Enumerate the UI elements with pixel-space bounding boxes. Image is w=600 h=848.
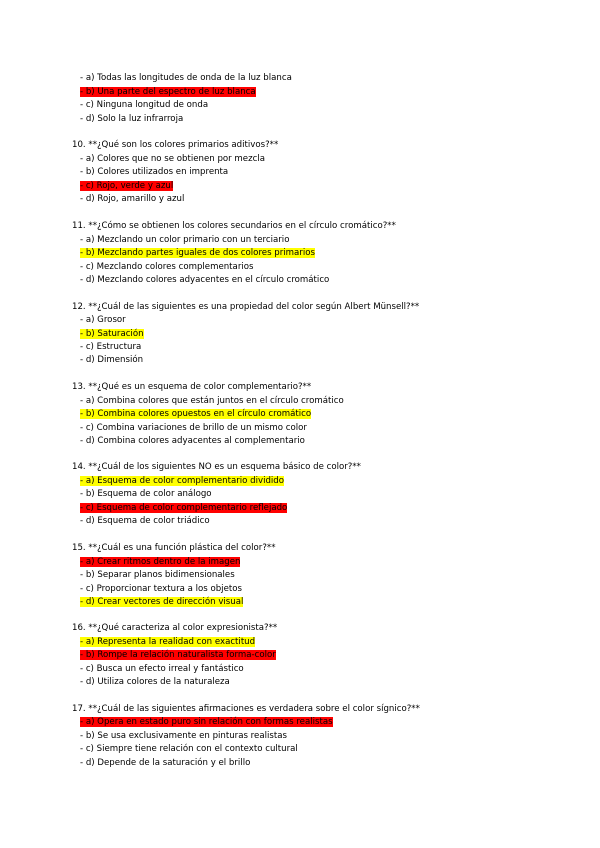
option-line — [80, 436, 305, 447]
option-text: - a) Mezclando un color primario con un terciario — [80, 235, 290, 245]
option-line — [80, 87, 256, 98]
option-text: - d) Rojo, amarillo y azul — [80, 194, 185, 204]
option-text: - d) Solo la luz infrarroja — [80, 114, 184, 124]
option-line — [80, 476, 284, 487]
option-line — [80, 396, 344, 407]
option-text: - b) Colores utilizados en imprenta — [80, 167, 229, 177]
option-line — [80, 677, 230, 688]
option-line — [80, 315, 126, 326]
option-line — [80, 717, 333, 728]
option-text-highlighted-yellow: - a) Representa la realidad con exactitud — [80, 637, 256, 647]
option-text: - a) Todas las longitudes de onda de la luz blanca — [80, 73, 292, 83]
option-text: - d) Depende de la saturación y el brillo — [80, 758, 251, 768]
option-line — [80, 489, 212, 500]
option-line — [80, 329, 144, 340]
option-line — [80, 758, 250, 769]
option-line — [80, 355, 143, 366]
option-line — [80, 664, 244, 675]
option-text: - c) Mezclando colores complementarios — [80, 262, 254, 272]
option-line — [80, 100, 208, 111]
option-text-highlighted-yellow: - b) Saturación — [80, 329, 144, 339]
option-line — [80, 744, 298, 755]
option-text: - c) Proporcionar textura a los objetos — [80, 584, 242, 594]
question-text: 10. **¿Qué son los colores primarios aditivos?** — [72, 140, 279, 150]
option-line — [80, 248, 315, 259]
option-line — [80, 637, 255, 648]
option-text: - a) Combina colores que están juntos en el círculo cromático — [80, 396, 344, 406]
option-text: - a) Colores que no se obtienen por mezcla — [80, 154, 265, 164]
option-line — [80, 181, 173, 192]
option-line — [80, 650, 276, 661]
option-text: - c) Combina variaciones de brillo de un mismo color — [80, 423, 307, 433]
option-text: - b) Esquema de color análogo — [80, 489, 212, 499]
option-line — [80, 503, 287, 514]
option-text: - d) Utiliza colores de la naturaleza — [80, 677, 230, 687]
option-line — [80, 154, 265, 165]
option-text: - d) Mezclando colores adyacentes en el círculo cromático — [80, 275, 330, 285]
option-text-highlighted-yellow: - a) Esquema de color complementario dividido — [80, 476, 285, 486]
option-text: - d) Combina colores adyacentes al complementario — [80, 436, 305, 446]
option-line — [80, 584, 242, 595]
option-text-highlighted-red: - b) Una parte del espectro de luz blanca — [80, 87, 256, 97]
option-text-highlighted-red: - c) Rojo, verde y azul — [80, 181, 174, 191]
option-text-highlighted-yellow: - d) Crear vectores de dirección visual — [80, 597, 244, 607]
option-line — [80, 194, 184, 205]
option-text-highlighted-yellow: - b) Mezclando partes iguales de dos colores primarios — [80, 248, 315, 258]
option-line — [80, 275, 329, 286]
question-text: 17. **¿Cuál de las siguientes afirmaciones es verdadera sobre el color sígnico?** — [72, 704, 420, 714]
question-text: 11. **¿Cómo se obtienen los colores secundarios en el círculo cromático?** — [72, 221, 396, 231]
option-line — [80, 73, 292, 84]
option-line — [80, 570, 235, 581]
option-text: - c) Siempre tiene relación con el contexto cultural — [80, 744, 298, 754]
question-text: 16. **¿Qué caracteriza al color expresionista?** — [72, 623, 278, 633]
option-text: - c) Ninguna longitud de onda — [80, 100, 209, 110]
option-line — [80, 516, 210, 527]
option-line — [80, 114, 183, 125]
option-text-highlighted-yellow: - b) Combina colores opuestos en el círculo cromático — [80, 409, 312, 419]
option-text-highlighted-red: - b) Rompe la relación naturalista forma-color — [80, 650, 276, 660]
option-text: - b) Separar planos bidimensionales — [80, 570, 235, 580]
option-text: - c) Busca un efecto irreal y fantástico — [80, 664, 244, 674]
question-text: 12. **¿Cuál de las siguientes es una propiedad del color según Albert Münsell?** — [72, 302, 420, 312]
option-line — [80, 167, 228, 178]
question-text: 15. **¿Cuál es una función plástica del color?** — [72, 543, 276, 553]
option-text-highlighted-red: - a) Crear ritmos dentro de la imagen — [80, 557, 241, 567]
option-line — [80, 423, 307, 434]
option-text: - a) Grosor — [80, 315, 126, 325]
question-text: 14. **¿Cuál de los siguientes NO es un esquema básico de color?** — [72, 462, 361, 472]
option-text: - d) Esquema de color triádico — [80, 516, 210, 526]
option-line — [80, 342, 141, 353]
option-line — [80, 262, 253, 273]
option-line — [80, 557, 240, 568]
option-text-highlighted-red: - a) Opera en estado puro sin relación con formas realistas — [80, 717, 333, 727]
option-line — [80, 597, 243, 608]
option-text: - d) Dimensión — [80, 355, 144, 365]
option-text-highlighted-red: - c) Esquema de color complementario reflejado — [80, 503, 288, 513]
option-line — [80, 731, 287, 742]
option-line — [80, 235, 289, 246]
option-text: - c) Estructura — [80, 342, 142, 352]
option-text: - b) Se usa exclusivamente en pinturas realistas — [80, 731, 287, 741]
option-line — [80, 409, 311, 420]
question-text: 13. **¿Qué es un esquema de color complementario?** — [72, 382, 312, 392]
